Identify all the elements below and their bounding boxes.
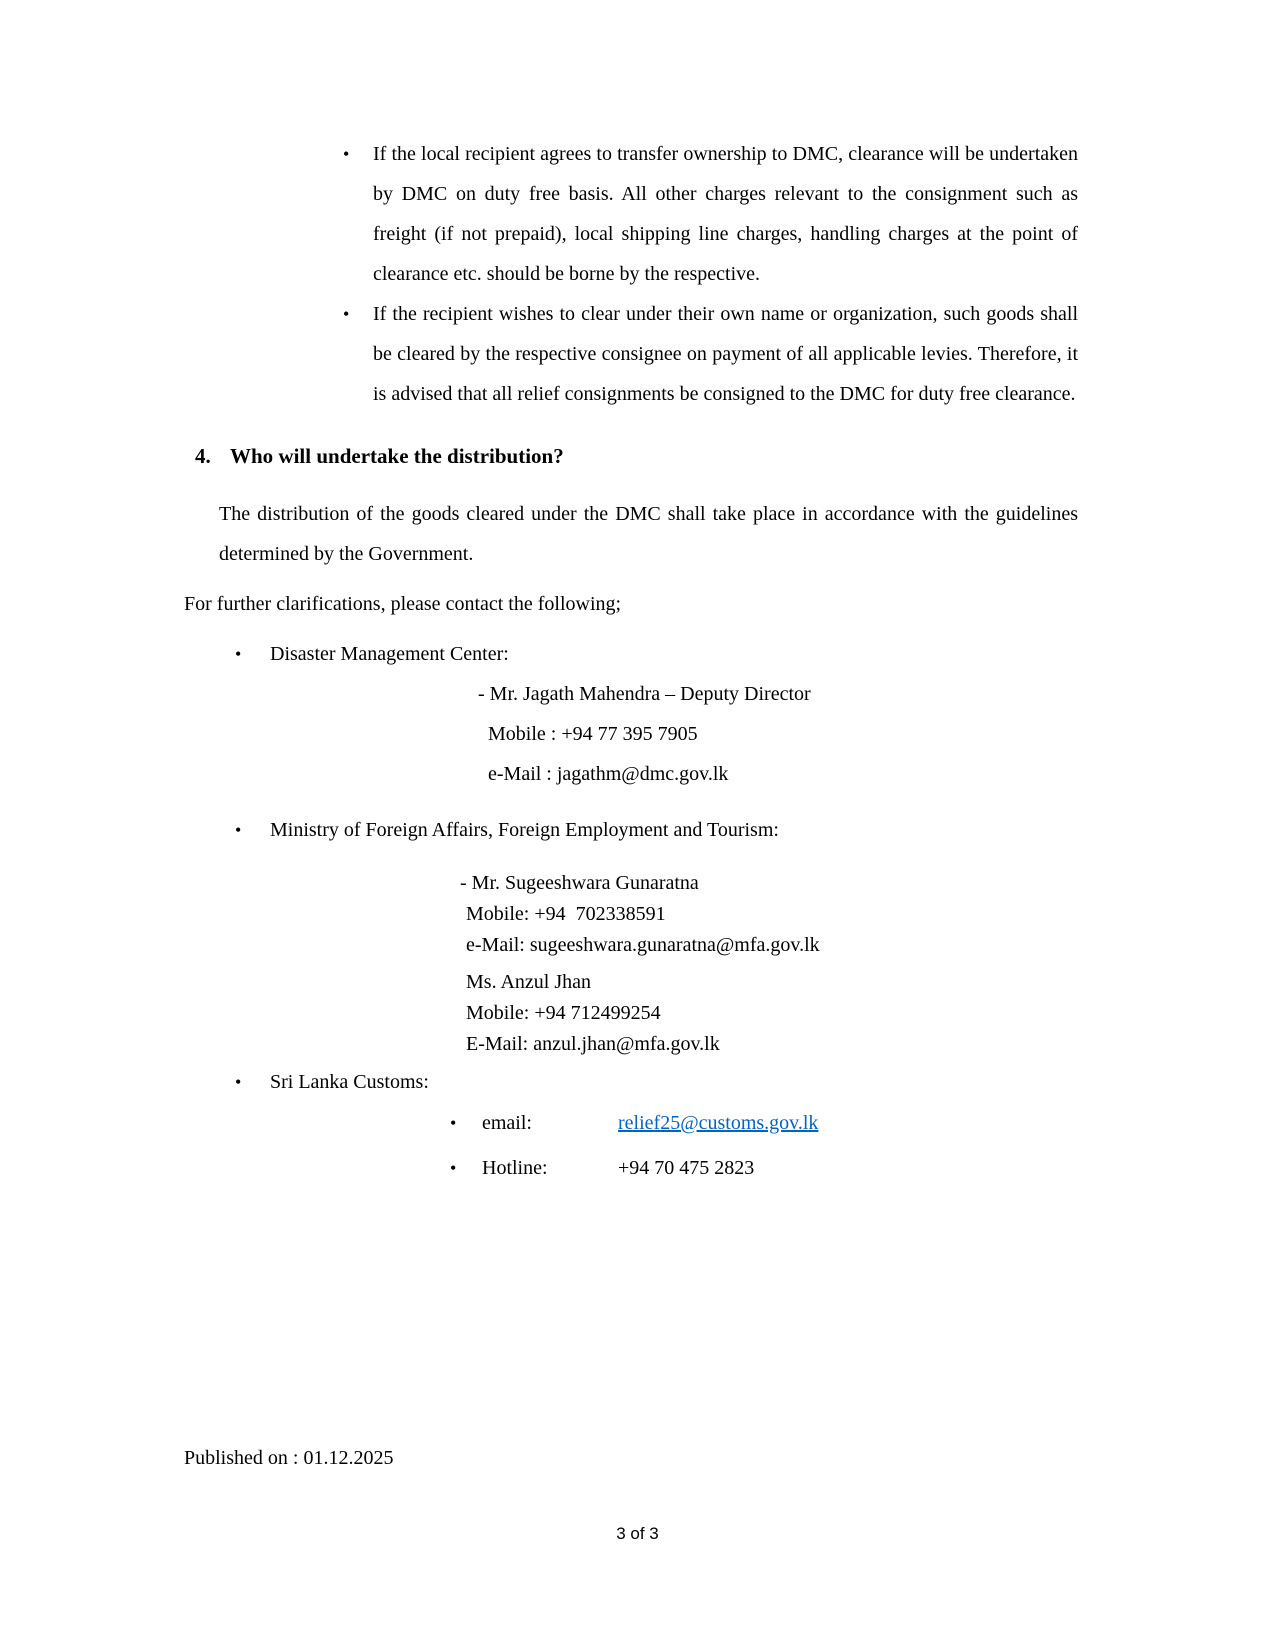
contact-details-mfa-person1 [460, 868, 1078, 961]
bullet-icon: • [235, 1072, 242, 1092]
contact-details-mfa-person2 [460, 967, 1078, 1060]
org-name: Sri Lanka Customs: [270, 1071, 429, 1093]
contact-email: E-Mail: anzul.jhan@mfa.gov.lk [466, 1033, 720, 1055]
hotline-label: Hotline: [482, 1157, 548, 1179]
contact-mobile: Mobile: +94 712499254 [466, 1002, 661, 1024]
contact-mobile: Mobile: +94 702338591 [466, 903, 666, 925]
bullet-icon: • [343, 304, 350, 324]
contact-org-mfa [235, 816, 1078, 844]
customs-contact-list [450, 1108, 1078, 1183]
bullet-icon: • [235, 644, 242, 664]
section-number: 4. [195, 444, 211, 468]
customs-email-row [450, 1108, 1078, 1138]
contact-person: Ms. Anzul Jhan [466, 971, 591, 993]
org-name: Ministry of Foreign Affairs, Foreign Employment and Tourism: [270, 819, 779, 841]
bullet-icon: • [450, 1158, 457, 1178]
org-name: Disaster Management Center: [270, 643, 509, 665]
page-number: 3 of 3 [616, 1524, 659, 1543]
section-heading [195, 442, 1078, 470]
published-date: Published on : 01.12.2025 [184, 1447, 394, 1469]
bullet-text-transfer-ownership: If the local recipient agrees to transfer ownership to DMC, clearance will be undertaken by DMC on duty free basis. All other charges relevant to the consignment such as freight (if not prepaid), local shipping line charges, handling charges at the point of clearance etc. should be borne by the respective. [373, 143, 1078, 285]
list-item [343, 134, 1078, 294]
contact-details-dmc [478, 674, 1078, 794]
email-link[interactable]: relief25@customs.gov.lk [618, 1112, 819, 1134]
bullet-icon: • [343, 144, 350, 164]
contact-org-dmc [235, 640, 1078, 668]
section-title: Who will undertake the distribution? [230, 444, 564, 468]
contact-person: - Mr. Jagath Mahendra – Deputy Director [478, 683, 811, 705]
contact-intro: For further clarifications, please contact the following; [184, 593, 622, 615]
intro-bullet-list [343, 134, 1078, 414]
contact-mobile: Mobile : +94 77 395 7905 [488, 723, 698, 745]
section-paragraph: The distribution of the goods cleared under the DMC shall take place in accordance with the guidelines determined by the Government. [219, 503, 1078, 565]
bullet-icon: • [235, 820, 242, 840]
customs-hotline-row [450, 1153, 1078, 1183]
contact-org-customs [235, 1068, 1078, 1096]
email-label: email: [482, 1112, 532, 1134]
list-item [343, 294, 1078, 414]
contact-email: e-Mail: sugeeshwara.gunaratna@mfa.gov.lk [466, 934, 820, 956]
bullet-text-own-name-clearance: If the recipient wishes to clear under their own name or organization, such goods shall be cleared by the respective consignee on payment of all applicable levies. Therefore, it is advised that all relief consignments be consigned to the DMC for duty free clearance. [373, 303, 1078, 405]
contact-person: - Mr. Sugeeshwara Gunaratna [460, 872, 699, 894]
bullet-icon: • [450, 1113, 457, 1133]
hotline-number: +94 70 475 2823 [618, 1157, 755, 1179]
contact-email: e-Mail : jagathm@dmc.gov.lk [488, 763, 729, 785]
